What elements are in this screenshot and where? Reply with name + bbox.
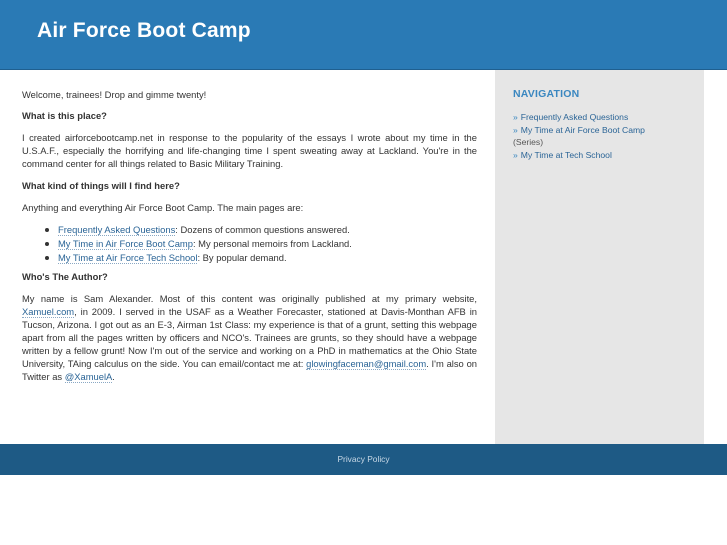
author-text-4: . [112,371,115,382]
content-area [0,70,727,444]
intro-paragraph: I created airforcebootcamp.net in response to the popularity of the essays I wrote about my time in the U.S.A.F., especially the horrifying and life-changing time I spent sweating away at Lackland. You're in the command center for all things related to Basic Military Training. [22,132,477,169]
site-title[interactable]: Air Force Boot Camp [37,19,251,42]
nav-item-boot-camp [513,124,693,149]
list-item [58,237,477,251]
raquo-icon: » [513,112,518,122]
nav-item-tech-school [513,149,693,162]
main-content [22,88,477,392]
author-paragraph [22,292,477,383]
tech-school-description: : By popular demand. [197,252,287,263]
author-text-1: My name is Sam Alexander. Most of this content was originally published at my primary website, [22,293,477,304]
faq-link[interactable]: Frequently Asked Questions [58,224,176,235]
list-item [58,223,477,237]
navigation-list [513,111,693,161]
nav-item-faq [513,111,693,124]
heading-author: Who's The Author? [22,271,108,282]
sidebar [495,70,704,444]
heading-what-things: What kind of things will I find here? [22,180,180,191]
twitter-link[interactable]: @XamuelA [64,371,113,382]
series-note: (Series) [513,137,544,147]
xamuel-link[interactable]: Xamuel.com [22,306,75,317]
boot-camp-link[interactable]: My Time in Air Force Boot Camp [58,238,193,249]
main-pages-intro: Anything and everything Air Force Boot Camp. The main pages are: [22,202,304,213]
heading-what-is-this: What is this place? [22,110,107,121]
raquo-icon: » [513,149,518,160]
tech-school-link[interactable]: My Time at Air Force Tech School [58,252,198,263]
main-pages-list [22,223,477,265]
faq-description: : Dozens of common questions answered. [175,224,350,235]
welcome-text: Welcome, trainees! Drop and gimme twenty! [22,89,207,100]
privacy-policy-link[interactable]: Privacy Policy [337,454,390,464]
nav-link-tech-school[interactable]: My Time at Tech School [520,149,612,160]
list-item [58,251,477,265]
author-text-3: . I'm also on Twitter as [22,358,477,382]
nav-link-faq[interactable]: Frequently Asked Questions [520,112,629,122]
nav-link-boot-camp[interactable]: My Time at Air Force Boot Camp [520,124,645,135]
boot-camp-description: : My personal memoirs from Lackland. [192,238,352,249]
site-footer [0,444,727,475]
author-text-2: , in 2009. I served in the USAF as a Weather Forecaster, stationed at Davis-Monthan AFB in Tucson, Arizona. I got out as an E-3, Airman 1st Class: my experience is that of a grunt, setting this webpage apart from all the pages written by officers and NCO's. Trainees are grunts, so they should have a webpage written by a fellow grunt! Now I'm out of the service and working on a PhD in mathematics at the Ohio State University, TAing calculus on the side. You can email/contact me at: [22,306,477,369]
email-link[interactable]: glowingfaceman@gmail.com [306,358,427,369]
raquo-icon: » [513,124,518,135]
navigation-heading: NAVIGATION [513,88,580,100]
site-header [0,0,727,70]
